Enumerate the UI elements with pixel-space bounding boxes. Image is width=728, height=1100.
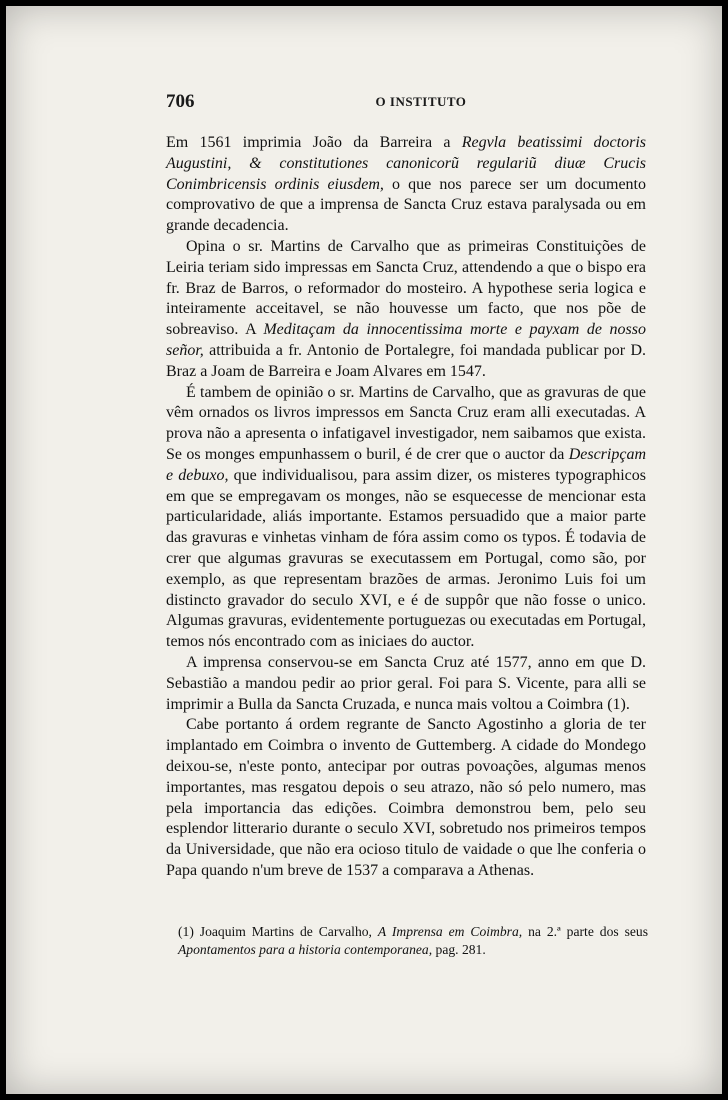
paragraph [166,383,646,653]
body-text [166,133,646,882]
footnote-divider [174,897,654,898]
footnote [178,923,648,959]
book-page [6,6,722,1094]
text-run: na 2.ª parte dos seus [522,923,648,939]
text-run: Opina o sr. Martins de Carvalho que as primeiras Constituições de Leiria teriam sido impressas em Sancta Cruz, attendendo a que o bispo era fr. Braz de Barros, o reformador do mosteiro. A hypothese seria logica e inteiramente acceitavel, se não houvesse um facto, que nos põe de sobreaviso. A [166,237,646,339]
italic-text: A Imprensa em Coimbra, [377,923,523,939]
italic-text: Meditaçam da innocentissima morte e payxam de nosso señor, [166,321,646,359]
text-run: pag. 281. [432,941,486,957]
page-header [166,91,676,115]
text-run: que individualisou, para assim dizer, os misteres typographicos em que se empregavam os monges, não se esquecesse de mencionar esta particularidade, aliás importante. Estamos persuadido que a maior parte das gravuras e vinhetas vinham de fóra assim como os typos. É todavia de crer que algumas gravuras se executassem em Portugal, como são, por exemplo, as que representam brazões de armas. Jeronimo Luis foi um distincto gravador do seculo XVI, e é de suppôr que não fosse o unico. Algumas gravuras, evidentemente portuguezas ou executadas em Portugal, temos nós encontrado com as iniciaes do auctor. [166,466,646,651]
text-run: (1) Joaquim Martins de Carvalho, [178,923,378,939]
running-title: O INSTITUTO [375,94,467,109]
page-number: 706 [166,91,195,112]
text-run: attribuida a fr. Antonio de Portalegre, foi mandada publicar por D. Braz a Joam de Barreira e Joam Alvares em 1547. [166,341,646,380]
paragraph [166,237,646,383]
paragraph [166,653,646,715]
italic-text: Regvla beatissimi doctoris Augustini, & constitutiones canonicorũ regulariũ diuæ Crucis Conimbricensis ordinis eiusdem, [166,134,646,193]
italic-text: Descripçam e debuxo, [166,445,646,484]
paragraph [166,133,646,237]
text-run: o que nos parece ser um documento comprovativo de que a imprensa de Sancta Cruz estava paralysada ou em grande decadencia. [166,175,646,235]
paragraph [166,715,646,881]
italic-text: Apontamentos para a historia contemporanea, [178,941,433,957]
text-run: Em 1561 imprimia João da Barreira a [166,134,462,151]
text-run: Cabe portanto á ordem regrante de Sancto Agostinho a gloria de ter implantado em Coimbra o invento de Guttemberg. A cidade do Mondego deixou-se, n'este ponto, antecipar por outras povoações, algumas menos importantes, mas resgatou depois o seu atrazo, não só pelo numero, mas pela importancia das edições. Coimbra demonstrou bem, pelo seu esplendor litterario durante o seculo XVI, sobretudo nos primeiros tempos da Universidade, que não era ocioso titulo de vaidade o que lhe conferia o Papa quando n'um breve de 1537 a comparava a Athenas. [166,716,646,879]
text-run: É tambem de opinião o sr. Martins de Carvalho, que as gravuras de que vêm ornados os livros impressos em Sancta Cruz eram alli executadas. A prova não a apresenta o infatigavel investigador, nem saibamos que exista. Se os monges empunhassem o buril, é de crer que o auctor da [166,383,646,463]
text-run: A imprensa conservou-se em Sancta Cruz até 1577, anno em que D. Sebastião a mandou pedir ao prior geral. Foi para S. Vicente, para alli se imprimir a Bulla da Sancta Cruzada, e nunca mais voltou a Coimbra (1). [166,653,646,713]
